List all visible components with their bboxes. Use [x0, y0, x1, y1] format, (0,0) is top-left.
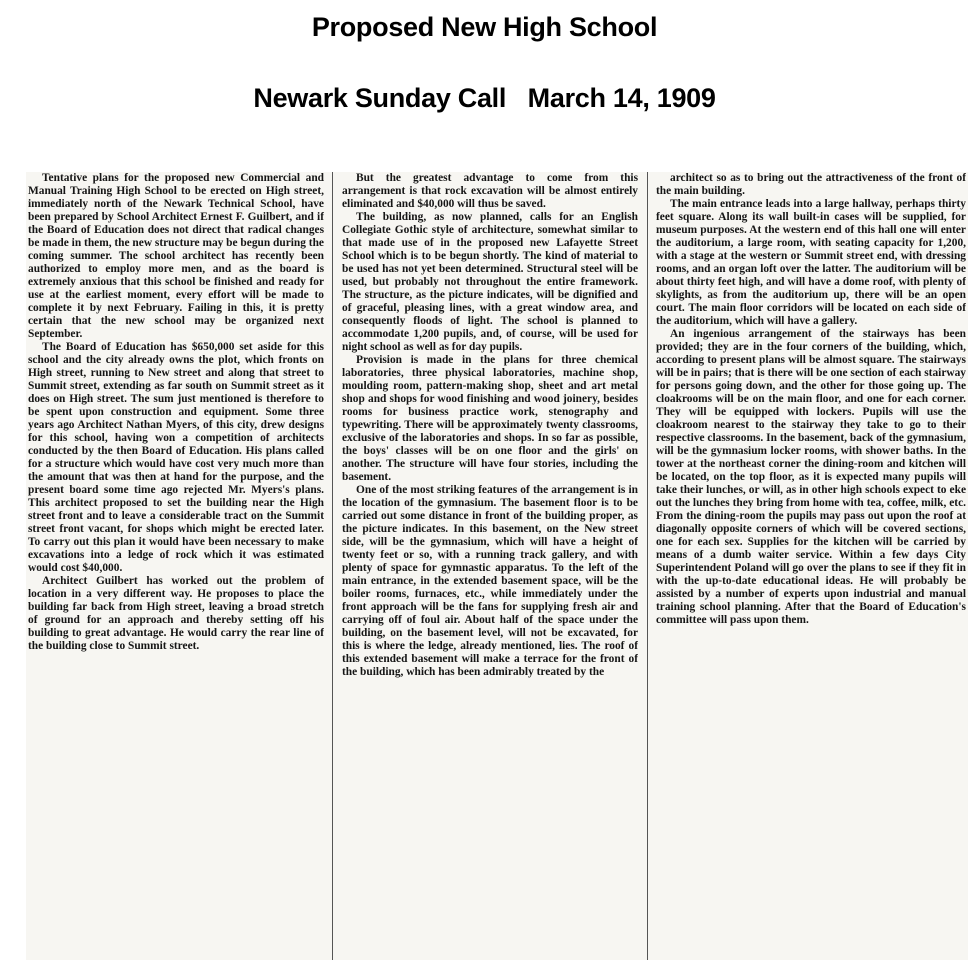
article-paragraph: One of the most striking features of the arrangement is in the location of the gymnasium. The basement floor is to be carried out some distance in front of the building proper, as the picture indicates. In this basement, on the New street side, will be the gymnasium, which will have a height of twenty feet or so, with a running track gallery, and with plenty of space for gymnastic apparatus. To the left of the main entrance, in the extended basement space, will be the boiler rooms, furnaces, etc., while immediately under the front approach will be the fans for supplying fresh air and carrying off of foul air. About half of the space under the building, on the basement level, will not be excavated, for this is where the ledge, already mentioned, lies. The roof of this extended basement will make a terrace for the front of the building, which has been admirably treated by the	[342, 484, 638, 678]
article-column-2	[342, 172, 638, 960]
article-column-3	[656, 172, 966, 960]
article-paragraph: The building, as now planned, calls for an English Collegiate Gothic style of architecture, somewhat similar to that made use of in the proposed new Lafayette Street School which is to be begun shortly. The kind of material to be used has not yet been determined. Structural steel will be used, but probably not throughout the entire framework. The structure, as the picture indicates, will be dignified and of graceful, pleasing lines, with a great window area, and consequently floods of light. The school is planned to accommodate 1,200 pupils, and, of course, will be used for night school as well as for day pupils.	[342, 211, 638, 353]
article-paragraph: architect so as to bring out the attractiveness of the front of the main building.	[656, 172, 966, 197]
page-header	[0, 0, 969, 150]
column-divider	[332, 172, 333, 960]
article-paragraph: An ingenious arrangement of the stairways has been provided; they are in the four corners of the building, which, according to present plans will be almost square. The stairways will be in pairs; that is there will be one section of each stairway for persons going down, and the other for those going up. The cloakrooms will be on the main floor, and one for each corner. They will be equipped with lockers. Pupils will use the cloakroom nearest to the stairway they take to go to their respective classrooms. In the basement, back of the gymnasium, will be the gymnasium locker rooms, with shower baths. In the tower at the northeast corner the dining-room and kitchen will be located, on the top floor, as it is expected many pupils will take their lunches, or will, as in other high schools expect to eke out the lunches they bring from home with tea, coffee, milk, etc. From the dining-room the pupils may pass out upon the roof at diagonally opposite corners of which will be covered sections, one for each sex. Supplies for the kitchen will be carried by means of a dumb waiter service. Within a few days City Superintendent Poland will go over the plans to see if they fit in with the up-to-date educational ideas. He will probably be assisted by a number of experts upon industrial and manual training school planning. After that the Board of Education's committee will pass upon them.	[656, 328, 966, 626]
source-line: Newark Sunday Call March 14, 1909	[253, 83, 716, 113]
article-column-1	[28, 172, 324, 960]
page-title: Proposed New High School	[311, 12, 658, 42]
article-paragraph: The main entrance leads into a large hallway, perhaps thirty feet square. Along its wall built-in cases will be supplied, for museum purposes. At the western end of this hall one will enter the auditorium, a large room, with seating capacity for 1,200, with a stage at the western or Summit street end, with dressing rooms, and an organ loft over the latter. The auditorium will be about thirty feet high, and will have a dome roof, with plenty of skylights, as from the auditorium up, there will be an open court. The main floor corridors will be located on each side of the auditorium, which will have a gallery.	[656, 198, 966, 327]
article-paragraph: Architect Guilbert has worked out the problem of location in a very different way. He proposes to place the building far back from High street, leaving a broad stretch of ground for an approach and thereby setting off his building to great advantage. He would carry the rear line of the building close to Summit street.	[28, 575, 324, 652]
newspaper-clipping	[26, 172, 968, 960]
article-paragraph: Provision is made in the plans for three chemical laboratories, three physical laboratories, machine shop, moulding room, pattern-making shop, sheet and art metal shop and shops for wood finishing and wood joinery, besides rooms for business practice work, stenography and typewriting. There will be approximately twenty classrooms, exclusive of the laboratories and shops. In so far as possible, the boys' classes will be on one floor and the girls' on another. The structure will have four stories, including the basement.	[342, 354, 638, 483]
article-paragraph: Tentative plans for the proposed new Commercial and Manual Training High School to be erected on High street, immediately north of the Newark Technical School, have been prepared by School Architect Ernest F. Guilbert, and if the Board of Education does not direct that radical changes be made in them, the new structure may be begun during the coming summer. The school architect has recently been authorized to employ more men, and as the board is extremely anxious that this school be finished and ready for use at the earliest moment, every effort will be made to complete it by next February. Failing in this, it is pretty certain that the new school may be organized next September.	[28, 172, 324, 340]
article-paragraph: The Board of Education has $650,000 set aside for this school and the city already owns the plot, which fronts on High street, running to New street and along that street to Summit street, extending as far south on Summit street as it does on High street. The sum just mentioned is therefore to be spent upon construction and equipment. Some three years ago Architect Nathan Myers, of this city, drew designs for this school, having won a competition of architects conducted by the then Board of Education. His plans called for a structure which would have cost very much more than the amount that was then at hand for the purpose, and the present board some time ago rejected Mr. Myers's plans. This architect proposed to set the building near the High street front and to leave a considerable tract on the Summit street front vacant, for shops which might be erected later. To carry out this plan it would have been necessary to make excavations into a ledge of rock which it was estimated would cost $40,000.	[28, 341, 324, 574]
column-divider	[647, 172, 648, 960]
article-paragraph: But the greatest advantage to come from this arrangement is that rock excavation will be almost entirely eliminated and $40,000 will thus be saved.	[342, 172, 638, 210]
